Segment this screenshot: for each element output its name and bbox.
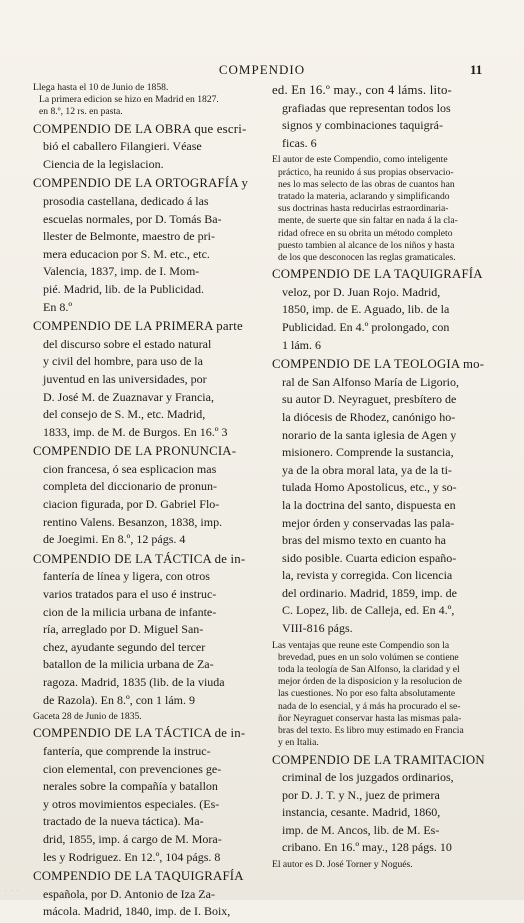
text-line: criminal de los juzgados ordinarios, <box>282 770 454 785</box>
text-line: ya de la obra moral lata, ya de la ti- <box>282 462 452 477</box>
text-line: ral de San Alfonso María de Ligorio, <box>282 374 459 389</box>
text-line: 1 lám. 6 <box>282 337 321 352</box>
text-line: su autor D. Neyraguet, presbítero de <box>282 392 457 407</box>
text-line: imp. de M. Ancos, lib. de M. Es- <box>282 822 440 837</box>
text-line: La primera edicion se hizo en Madrid en 1827. <box>39 94 219 106</box>
text-line: nerales sobre la compañía y batallon <box>43 779 218 794</box>
text-line: tractado de la nueva táctica). Ma- <box>43 814 204 829</box>
text-line: del consejo de S. M., etc. Madrid, <box>43 407 206 422</box>
catalog-entry <box>33 121 255 174</box>
text-line: la la doctrina del santo, dispuesta en <box>282 497 456 512</box>
text-line: varios tratados para el uso é instruc- <box>43 587 217 602</box>
text-line: COMPENDIO DE LA TEOLOGIA mo- <box>272 357 485 372</box>
text-line: tulada Homo Apostolicus, etc., y so- <box>282 480 457 495</box>
text-line: Gaceta 28 de Junio de 1835. <box>33 711 142 723</box>
text-line: D. José M. de Zuaznavar y Francia, <box>43 389 214 404</box>
catalog-entry <box>272 752 494 858</box>
text-line: COMPENDIO DE LA ORTOGRAFÍA y <box>33 176 249 191</box>
text-line: ficas. 6 <box>282 135 317 150</box>
text-line: en 8.º, 12 rs. en pasta. <box>39 106 123 118</box>
text-line: mente, de suerte que sin faltar en nada á la cla- <box>278 215 458 227</box>
text-line: tratado la materia, aclarando y simplificando <box>278 190 450 202</box>
text-line: española, por D. Antonio de Iza Za- <box>43 886 215 901</box>
text-line: Publicidad. En 4.º prolongado, con <box>282 319 450 334</box>
text-line: COMPENDIO DE LA PRONUNCIA- <box>33 444 237 459</box>
text-line: COMPENDIO DE LA TRAMITACION <box>272 752 485 767</box>
text-line: las cuestiones. No por eso falta absolutamente <box>278 688 456 700</box>
text-line: bras del mismo texto en cuanto ha <box>282 533 446 548</box>
text-line: fantería, que comprende la instruc- <box>43 744 211 758</box>
text-line: El autor de este Compendio, como inteligente <box>272 154 448 166</box>
note-block <box>272 859 494 871</box>
text-line: 1850, imp. de E. Aguado, lib. de la <box>282 302 450 317</box>
text-line: pié. Madrid, lib. de la Publicidad. <box>43 281 204 296</box>
right-column <box>272 82 494 873</box>
text-line: ragoza. Madrid, 1835 (lib. de la viuda <box>43 675 225 690</box>
text-line: cribano. En 16.º may., 128 págs. 10 <box>282 840 452 855</box>
text-line: la, revista y corregida. Con licencia <box>282 568 453 583</box>
text-line: COMPENDIO DE LA PRIMERA parte <box>33 319 243 334</box>
text-line: bras del texto. Es libro muy estimado en Francia <box>278 725 464 737</box>
text-line: por D. J. T. y N., juez de primera <box>282 787 440 802</box>
text-line: mácola. Madrid, 1840, imp. de I. Boix, <box>43 904 231 919</box>
text-line: VIII-816 págs. <box>282 621 353 636</box>
scan-mark: · · · <box>4 888 20 894</box>
text-line: nes lo mas selecto de las obras de cuantos han <box>278 178 455 190</box>
catalog-entry <box>272 356 494 638</box>
text-line: de Joegimi. En 8.º, 12 págs. 4 <box>43 532 186 547</box>
text-line: batallon de la milicia urbana de Za- <box>43 657 214 672</box>
text-line: completa del diccionario de pronun- <box>43 479 217 494</box>
text-line: cion de la milicia urbana de infante- <box>43 604 217 619</box>
catalog-entry <box>33 725 255 866</box>
catalog-entry <box>33 868 255 921</box>
text-line: prosodia castellana, dedicado á las <box>43 193 209 208</box>
catalog-entry <box>33 443 255 549</box>
text-line: instancia, cesante. Madrid, 1860, <box>282 805 441 820</box>
text-line: signos y combinaciones taquigrá- <box>282 118 443 133</box>
text-line: y otros movimientos especiales. (Es- <box>43 796 220 811</box>
note-block <box>272 154 494 264</box>
text-line: del discurso sobre el estado natural <box>43 336 212 351</box>
running-head: COMPENDIO <box>218 62 306 77</box>
note-block <box>33 711 255 723</box>
page-number: 11 <box>470 62 483 77</box>
text-line: COMPENDIO DE LA TÁCTICA de in- <box>33 551 246 566</box>
text-line: COMPENDIO DE LA TAQUIGRAFÍA <box>272 267 483 282</box>
catalog-entry <box>272 82 494 152</box>
text-line: cion elemental, con prevenciones ge- <box>43 761 222 776</box>
text-line: les y Rodriguez. En 12.º, 104 págs. 8 <box>43 849 221 864</box>
text-line: juventud en las universidades, por <box>43 371 207 386</box>
text-line: grafiadas que representan todos los <box>282 100 451 115</box>
text-line: mejor órden y conservadas las pala- <box>282 515 455 530</box>
text-line: misionero. Comprende la sustancia, <box>282 445 454 460</box>
text-line: mejor órden de la disposicion y la resolucion de <box>278 676 462 688</box>
catalog-entry <box>33 318 255 441</box>
catalog-entry <box>33 175 255 316</box>
text-line: mera educacion por S. M. etc., etc. <box>43 246 210 261</box>
text-line: chez, ayudante segundo del tercer <box>43 639 206 654</box>
text-line: ciacion figurada, por D. Gabriel Flo- <box>43 497 220 512</box>
text-line: El autor es D. José Torner y Nogués. <box>272 859 413 871</box>
text-line: ed. En 16.º may., con 4 láms. lito- <box>272 83 453 97</box>
left-column <box>33 82 255 923</box>
text-line: fantería de línea y ligera, con otros <box>43 569 210 584</box>
catalog-entry <box>272 266 494 354</box>
text-line: Ciencia de la legislacion. <box>43 156 164 171</box>
text-line: C. Lopez, lib. de Calleja, ed. En 4.º, <box>282 603 455 618</box>
text-line: ñor Neyraguet conservar hasta las mismas pala- <box>278 712 462 724</box>
text-line: práctico, ha reunido á sus propias observacio- <box>278 166 454 178</box>
text-line: ría, arreglado por D. Miguel San- <box>43 622 204 637</box>
text-line: norario de la santa iglesia de Agen y <box>282 427 457 442</box>
text-line: Las ventajas que reune este Compendio son la <box>272 639 450 651</box>
text-line: la diócesis de Rhodez, canónigo ho- <box>282 409 456 424</box>
text-line: COMPENDIO DE LA TAQUIGRAFÍA <box>33 869 244 884</box>
text-line: de los que desconocen las reglas gramaticales. <box>278 252 456 263</box>
text-line: bió el caballero Filangieri. Véase <box>43 139 202 154</box>
text-line: COMPENDIO DE LA TÁCTICA de in- <box>33 726 246 741</box>
text-line: brevedad, pues en un solo volúmen se contiene <box>278 651 459 663</box>
text-line: sus doctrinas hasta reducirlas estraordinaria- <box>278 203 449 215</box>
text-line: nada de lo esencial, y á más ha procurado el se- <box>278 700 461 712</box>
text-line: En 8.º <box>43 299 73 314</box>
text-line: ridad ofrece en su obrita un método completo <box>278 227 453 239</box>
text-line: rentino Valens. Besanzon, 1838, imp. <box>43 514 223 529</box>
text-line: y en Italia. <box>278 737 319 749</box>
note-block <box>33 82 255 119</box>
text-line: del ordinario. Madrid, 1859, imp. de <box>282 585 457 600</box>
text-line: de Razola). En 8.º, con 1 lám. 9 <box>43 692 196 707</box>
text-line: puesto tambien al alcance de los niños y hasta <box>278 239 455 251</box>
text-line: 1833, imp. de M. de Burgos. En 16.º 3 <box>43 424 228 439</box>
text-line: toda la teología de San Alfonso, la claridad y el <box>278 664 460 676</box>
text-line: sido posible. Cuarta edicion españo- <box>282 550 457 565</box>
text-line: Llega hasta el 10 de Junio de 1858. <box>33 82 169 93</box>
catalog-entry <box>33 551 255 709</box>
text-line: drid, 1855, imp. á cargo de M. Mora- <box>43 831 222 846</box>
text-line: cion francesa, ó sea esplicacion mas <box>43 461 217 476</box>
text-line: llester de Belmonte, maestro de pri- <box>43 229 215 244</box>
text-line: veloz, por D. Juan Rojo. Madrid, <box>282 284 441 299</box>
text-line: COMPENDIO DE LA OBRA que escri- <box>33 121 247 136</box>
text-line: escuelas normales, por D. Tomás Ba- <box>43 211 222 226</box>
text-line: y civil del hombre, para uso de la <box>43 354 203 369</box>
text-line: Valencia, 1837, imp. de I. Mom- <box>43 264 200 279</box>
note-block <box>272 640 494 750</box>
